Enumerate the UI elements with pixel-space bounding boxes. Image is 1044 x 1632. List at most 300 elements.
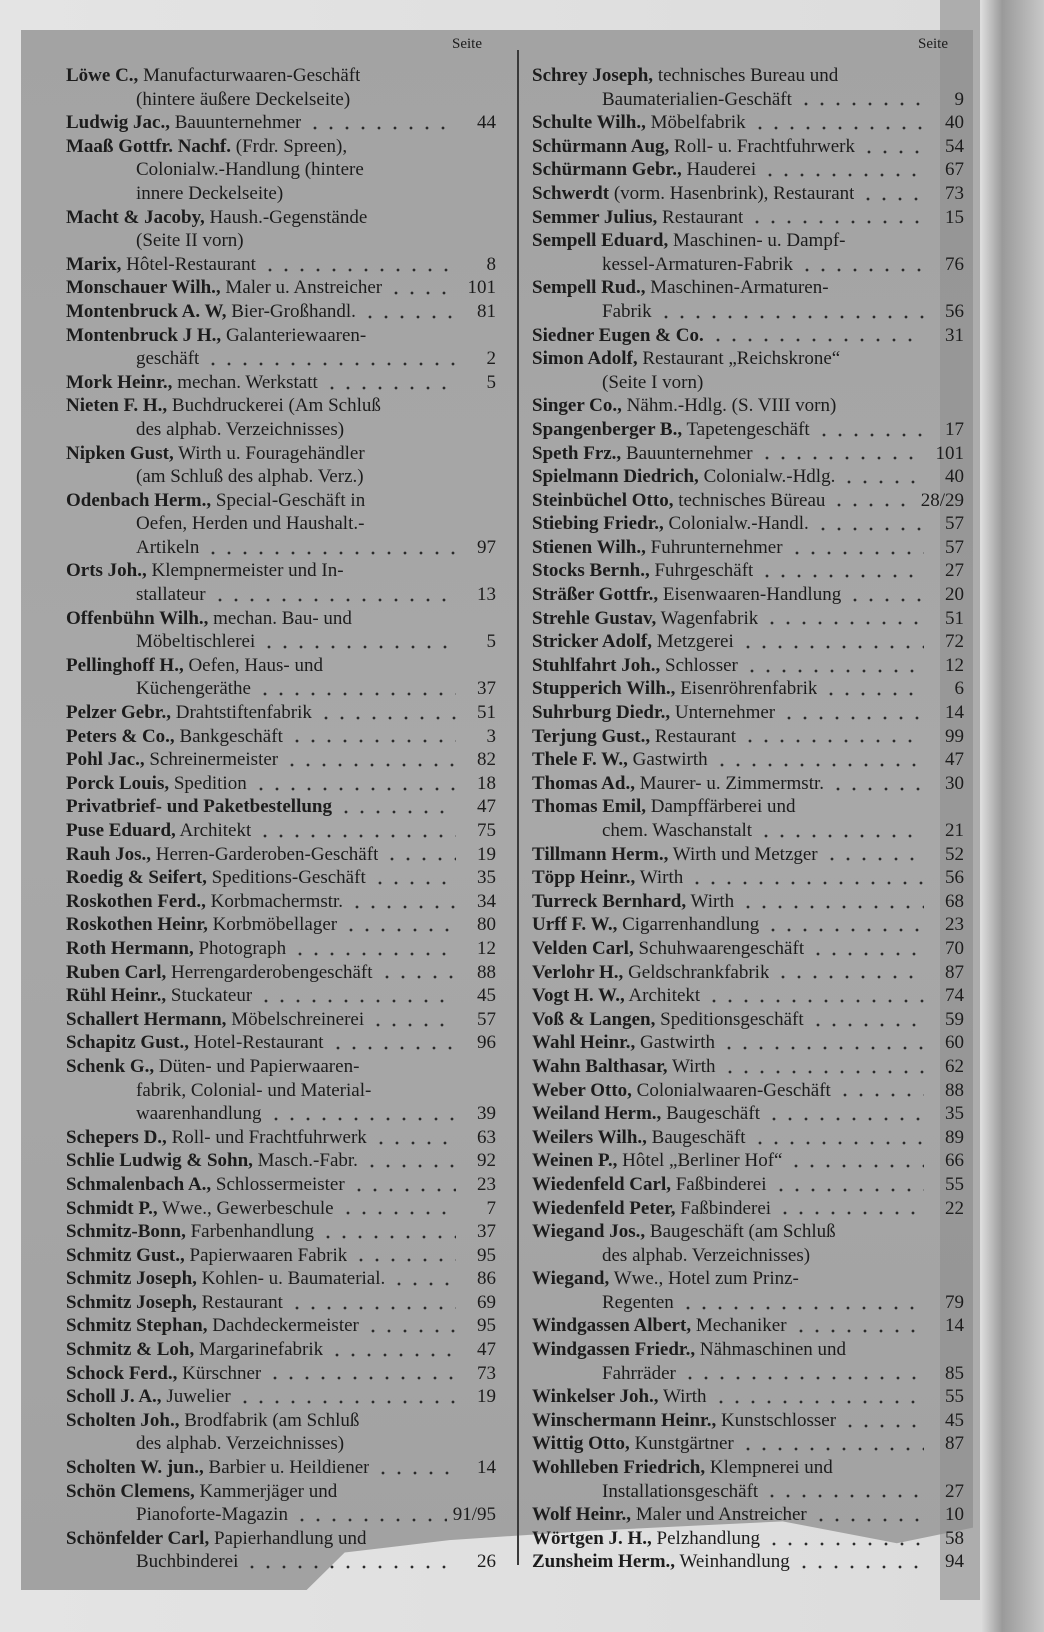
entry-line [532,1338,964,1362]
page-number: 75 [477,820,496,841]
entry-text [66,442,365,466]
entry-description: Korbmöbellager [212,914,338,936]
page-number: 74 [945,985,964,1007]
page-number: 47 [945,749,964,771]
entry-line [532,1456,964,1480]
entry-description: Schlosser [665,654,738,676]
index-entry [532,1173,964,1197]
entry-text [66,843,378,867]
index-entry [532,961,964,985]
entry-line [532,677,964,701]
page-number: 9 [954,88,964,110]
entry-text [66,276,382,300]
entry-line [532,1173,964,1197]
entry-text [136,1550,238,1574]
entry-description: Wirth und Metzger [672,843,818,865]
entry-continuation: des alphab. Verzeichnisses) [136,418,345,440]
entry-text [66,1314,359,1338]
dot-leader [860,197,924,201]
entry-description: Herrengarderobengeschäft [171,961,373,983]
entry-line [532,961,964,985]
dot-leader [798,102,924,106]
entry-name: Schmitz Joseph, [66,1291,197,1313]
entry-text [532,961,769,985]
entry-line [532,394,964,418]
entry-description: Maurer- u. Zimmermstr. [639,772,824,794]
page-number: 34 [477,890,496,912]
entry-line [532,795,964,819]
page-number: 19 [477,1386,496,1408]
entry-line [66,1550,496,1574]
entry-description: Schlossermeister [215,1173,345,1195]
entry-text [66,748,278,772]
entry-line [532,324,964,348]
entry-line [532,1291,964,1315]
entry-name: Wittig Otto, [532,1433,630,1455]
index-entry [66,111,496,135]
entry-text [532,795,796,819]
entry-name: Zunsheim Herm., [532,1551,676,1573]
dot-leader [721,1046,924,1050]
entry-description: Buchdruckerei (Am Schluß [171,395,381,417]
entry-description: Wirth [639,867,684,889]
entry-text [66,1291,283,1315]
entry-name: Thele F. W., [532,749,628,771]
dot-leader [810,952,924,956]
entry-text [66,1267,385,1291]
entry-line [532,1409,964,1433]
entry-line [66,866,496,890]
entry-text [136,1079,371,1103]
page-number: 12 [945,654,964,676]
index-entry [66,1126,496,1150]
page-number: 57 [945,513,964,535]
entry-line [532,890,964,914]
entry-name: Nieten F. H., [66,395,168,417]
dot-leader [714,763,924,767]
page-number: 17 [945,418,964,440]
page-number: 95 [477,1315,496,1337]
entry-name: Schmalenbach A., [66,1173,212,1195]
entry-text [66,607,352,631]
dot-leader [324,386,456,390]
index-entry [66,1362,496,1386]
entry-text [532,465,835,489]
index-entry [532,1432,964,1456]
entry-text [532,324,704,348]
page-number: 23 [477,1173,496,1195]
entry-text [136,465,364,489]
index-entry [532,111,964,135]
entry-continuation: Küchengeräthe [136,678,251,700]
page-number: 91/95 [452,1504,496,1526]
entry-continuation: Buchbinderei [136,1551,239,1573]
page-number: 14 [945,1315,964,1337]
entry-text [602,1480,758,1504]
entry-line [66,1031,496,1055]
entry-name: Sträßer Gottfr., [532,584,659,606]
page-number: 45 [477,985,496,1007]
entry-name: Scholl J. A., [66,1386,162,1408]
entry-line [532,630,964,654]
entry-description: Wirth [690,890,735,912]
index-entry [532,1126,964,1150]
entry-name: Weiland Herm., [532,1103,662,1125]
entry-description: Stuckateur [170,985,253,1007]
entry-line [532,819,964,843]
entry-line [66,1126,496,1150]
page-number: 40 [945,466,964,488]
entry-text [602,1362,676,1386]
page-number: 8 [486,253,496,275]
entry-name: Stienen Wilh., [532,536,646,558]
entry-line [66,1220,496,1244]
entry-name: Turreck Bernhard, [532,890,687,912]
entry-text [532,559,753,583]
entry-name: Stuhlfahrt Joh., [532,654,661,676]
index-entry [532,324,964,348]
entry-description: Restaurant „Reichskrone“ [642,348,841,370]
entry-continuation: kessel-Armaturen-Fabrik [602,253,793,275]
entry-text [532,701,775,725]
page-number: 86 [477,1268,496,1290]
entry-text [136,1102,262,1126]
entry-name: Weinen P., [532,1150,618,1172]
entry-line [532,536,964,560]
dot-leader [813,1518,924,1522]
entry-text [532,536,783,560]
dot-leader [742,739,924,743]
entry-description: Pelzhandlung [656,1527,760,1549]
entry-line [66,512,496,536]
entry-description: Kürschner [182,1362,262,1384]
index-entry [532,394,964,418]
page-number: 14 [477,1457,496,1479]
entry-line [66,1055,496,1079]
dot-leader [710,338,924,342]
page-number: 51 [945,607,964,629]
entry-line [66,1008,496,1032]
entry-continuation: (Seite II vorn) [136,230,244,252]
page-number: 72 [945,631,964,653]
entry-text [66,206,367,230]
entry-description: Baugeschäft (am Schluß [649,1221,836,1243]
entry-text [66,559,344,583]
entry-name: Scholten Joh., [66,1409,180,1431]
entry-text [532,347,840,371]
entry-description: (vorm. Hasenbrink), Restaurant [613,182,855,204]
entry-text [66,489,365,513]
dot-leader [789,551,924,555]
entry-text [136,1503,288,1527]
entry-name: Velden Carl, [532,937,634,959]
entry-description: Gastwirth [632,749,708,771]
entry-text [66,1456,369,1480]
dot-leader [330,1046,456,1050]
entry-name: Pohl Jac., [66,749,145,771]
page-number: 87 [945,961,964,983]
page-number: 57 [477,1008,496,1030]
page-number: 88 [477,961,496,983]
dot-leader [847,598,924,602]
entry-line [532,418,964,442]
entry-line [66,1527,496,1551]
entry-line [532,300,964,324]
index-entry [66,371,496,395]
entry-name: Schmitz Gust., [66,1244,185,1266]
page-number: 73 [945,182,964,204]
entry-description: Wwe., Hotel zum Prinz- [613,1268,799,1290]
entry-line [532,1432,964,1456]
page-number: 12 [477,937,496,959]
dot-leader [749,220,924,224]
entry-name: Schönfelder Carl, [66,1527,210,1549]
entry-name: Schürmann Aug, [532,135,670,157]
dot-leader [842,1424,924,1428]
entry-name: Stiebing Friedr., [532,513,664,535]
entry-description: Architekt [628,985,701,1007]
entry-description: Baugeschäft [651,1126,746,1148]
entry-line [66,276,496,300]
entry-line [66,300,496,324]
page-number: 101 [467,277,496,299]
page-number: 40 [945,112,964,134]
entry-text [532,64,838,88]
page-number: 94 [945,1551,964,1573]
entry-continuation: Regenten [602,1291,674,1313]
entry-name: Macht & Jacoby, [66,206,205,228]
entry-text [532,1055,716,1079]
entry-name: Rauh Jos., [66,843,151,865]
entry-description: Unternehmer [674,702,776,724]
index-entry [66,937,496,961]
entry-text [532,229,845,253]
index-entry [532,1385,964,1409]
entry-name: Speth Frz., [532,442,622,464]
page-number: 80 [477,914,496,936]
entry-description: Kohlen- u. Baumaterial. [201,1268,386,1290]
index-entry [532,843,964,867]
dot-leader [349,905,456,909]
entry-description: Baugeschäft [666,1103,760,1125]
entry-name: Winschermann Heinr., [532,1409,717,1431]
entry-line [66,559,496,583]
entry-name: Peters & Co., [66,725,175,747]
entry-text [532,489,825,513]
right-index-column [532,64,964,1574]
dot-leader [362,315,456,319]
entry-line [532,748,964,772]
entry-text [532,937,804,961]
entry-line [66,465,496,489]
dot-leader [253,787,456,791]
dot-leader [257,834,456,838]
dot-leader [706,999,924,1003]
dot-leader [796,1565,924,1569]
entry-line [532,1385,964,1409]
entry-description: Weinhandlung [679,1551,790,1573]
entry-description: Klempnermeister und In- [151,560,344,582]
entry-text [532,1149,782,1173]
entry-continuation: innere Deckelseite) [136,182,284,204]
index-entry [66,1314,496,1338]
index-entry [532,276,964,323]
entry-text [136,677,251,701]
index-entry [532,229,964,276]
index-entry [66,890,496,914]
entry-line [532,1149,964,1173]
index-entry [532,1314,964,1338]
entry-description: Masch.-Fabr. [257,1150,358,1172]
entry-name: Pellinghoff H., [66,654,184,676]
dot-leader [766,1117,924,1121]
entry-text [66,64,360,88]
entry-text [532,1409,836,1433]
entry-description: technisches Büreau [678,489,826,511]
page-number: 3 [486,725,496,747]
dot-leader [788,1164,924,1168]
page-number: 27 [945,560,964,582]
entry-text [532,890,734,914]
entry-name: Thomas Ad., [532,772,635,794]
page-number: 66 [945,1150,964,1172]
index-entry [532,654,964,678]
dot-leader [212,598,456,602]
entry-continuation: stallateur [136,584,206,606]
entry-line [66,1338,496,1362]
entry-text [136,583,206,607]
index-entry [532,890,964,914]
index-entry [532,701,964,725]
index-entry [66,795,496,819]
entry-text [532,607,758,631]
entry-line [532,206,964,230]
page-number: 82 [477,749,496,771]
entry-line [66,418,496,442]
entry-description: Schreinermeister [149,749,279,771]
page-number: 79 [945,1291,964,1313]
entry-name: Siedner Eugen & Co. [532,324,704,346]
page-number: 21 [945,820,964,841]
entry-line [66,630,496,654]
entry-name: Simon Adolf, [532,348,638,370]
entry-name: Rühl Heinr., [66,985,167,1007]
entry-continuation: (hintere äußere Deckelseite) [136,88,351,110]
index-entry [66,748,496,772]
dot-leader [764,621,924,625]
dot-leader [338,810,456,814]
entry-text [66,961,373,985]
entry-name: Stricker Adolf, [532,631,652,653]
page-number: 88 [945,1079,964,1101]
entry-description: technisches Bureau und [657,65,839,86]
entry-description: Drahtstiftenfabrik [175,702,312,724]
entry-line [66,1456,496,1480]
index-entry [66,1244,496,1268]
dot-leader [343,928,456,932]
entry-name: Schmidt P., [66,1197,158,1219]
entry-name: Schenk G., [66,1055,155,1077]
entry-name: Winkelser Joh., [532,1386,659,1408]
entry-description: Restaurant [201,1291,283,1313]
entry-description: Speditions-Geschäft [211,867,366,889]
entry-text [532,442,753,466]
entry-text [66,1480,337,1504]
page-number: 27 [945,1480,964,1502]
entry-line [66,1102,496,1126]
dot-leader [766,1542,924,1546]
entry-description: Kunstschlosser [720,1409,837,1431]
entry-description: Haush.-Gegenstände [209,206,368,228]
entry-description: Eisenwaaren-Handlung [662,584,842,606]
dot-leader [815,527,924,531]
dot-leader [237,1400,456,1404]
entry-line [66,748,496,772]
entry-description: mechan. Bau- und [213,607,352,629]
dot-leader [752,1141,924,1145]
page-number: 22 [945,1197,964,1219]
entry-line [66,324,496,348]
dot-leader [353,1258,456,1262]
entry-name: Schürmann Gebr., [532,159,682,181]
entry-text [532,583,841,607]
dot-leader [658,315,924,319]
index-entry [66,1409,496,1456]
entry-description: Papierhandlung und [213,1527,367,1549]
entry-description: Maschinen-Armaturen- [650,277,829,299]
dot-leader [680,1306,924,1310]
entry-description: Restaurant [654,725,737,747]
index-entry [66,866,496,890]
entry-description: Geldschrankfabrik [628,961,770,983]
entry-line [532,1550,964,1574]
index-entry [532,1456,964,1503]
entry-line [532,465,964,489]
entry-name: Roskothen Ferd., [66,890,206,912]
entry-description: Nähmaschinen und [699,1339,847,1361]
right-page-column-header: Seite [918,36,948,52]
index-entry [532,489,964,513]
index-entry [66,913,496,937]
entry-description: Barbier u. Heildiener [208,1457,370,1479]
entry-line [532,489,964,513]
index-entry [66,1220,496,1244]
entry-description: Spedition [173,772,247,794]
entry-name: Porck Louis, [66,772,170,794]
entry-continuation: Fahrräder [602,1362,676,1384]
entry-name: Pelzer Gebr., [66,702,171,724]
entry-line [66,654,496,678]
entry-line [66,182,496,206]
entry-text [136,182,283,206]
entry-continuation: fabrik, Colonial- und Material- [136,1079,372,1101]
dot-leader [861,150,924,154]
entry-description: Eisenröhrenfabrik [680,678,818,700]
entry-text [66,394,381,418]
index-entry [532,1550,964,1574]
entry-text [66,654,323,678]
page-number: 99 [945,725,964,747]
index-entry [532,1008,964,1032]
page-number: 20 [945,584,964,606]
page-number: 69 [477,1291,496,1313]
entry-text [136,630,255,654]
entry-text [532,725,736,749]
dot-leader [384,857,456,861]
entry-text [66,1385,231,1409]
dot-leader [257,692,456,696]
index-entry [66,253,496,277]
